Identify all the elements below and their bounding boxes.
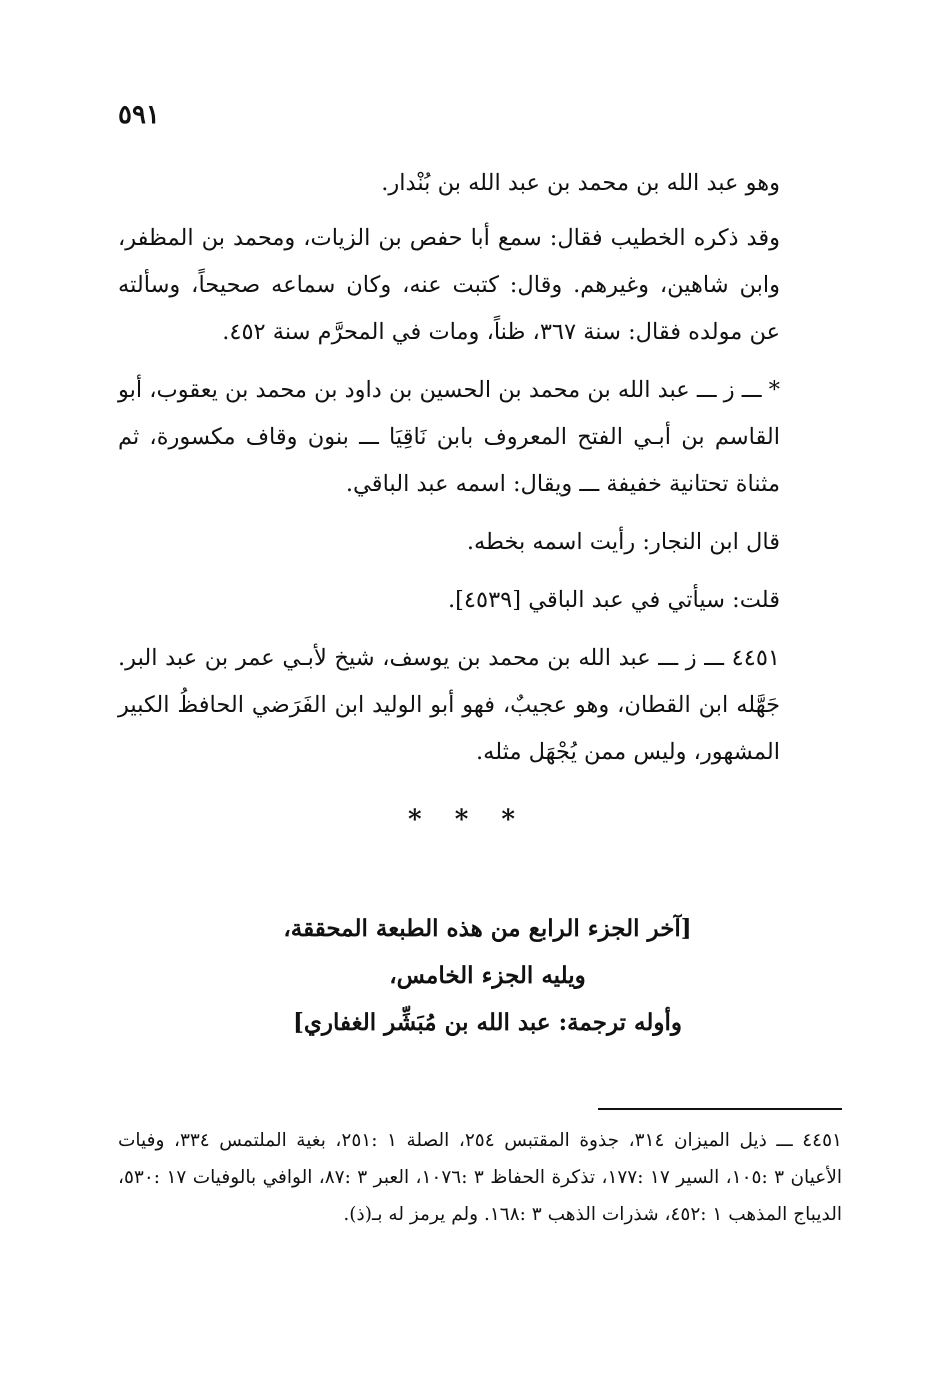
footnote-divider: [598, 1108, 842, 1110]
section-separator: * * *: [408, 805, 527, 835]
page-number: ٥٩١: [118, 100, 160, 130]
paragraph-entry-4451: ٤٤٥١ ـــ ز ـــ عبد الله بن محمد بن يوسف، شيخ لأبـي عمر بن عبد البر. جَهَّله ابن القطان، وهو عجيبٌ، فهو أبو الوليد ابن الفَرَضي الحافظُ الكبير المشهور، وليس ممن يُجْهَل مثله.: [118, 645, 780, 765]
paragraph-name-note: وهو عبد الله بن محمد بن عبد الله بن بُنْدار.: [381, 170, 780, 196]
closing-line-3: وأوله ترجمة: عبد الله بن مُبَشِّر الغفاري]: [292, 1009, 682, 1036]
paragraph-entry-ibn-naqiya: * ـــ ز ـــ عبد الله بن محمد بن الحسين بن داود بن محمد بن يعقوب، أبو القاسم بن أبـي الفتح المعروف بابن نَاقِيَا ـــ بنون وقاف مكسورة، ثم مثناة تحتانية خفيفة ـــ ويقال: اسمه عبد الباقي.: [118, 377, 780, 497]
paragraph-khatib-quote: وقد ذكره الخطيب فقال: سمع أبا حفص بن الزيات، ومحمد بن المظفر، وابن شاهين، وغيرهم. وقال: كتبت عنه، وكان سماعه صحيحاً، وسألته عن مولده فقال: سنة ٣٦٧، ظناً، ومات في المحرَّم سنة ٤٥٢.: [118, 225, 780, 345]
footnote-4451: ٤٤٥١ ـــ ذيل الميزان ٣١٤، جذوة المقتبس ٢٥٤، الصلة ١ :٢٥١، بغية الملتمس ٣٣٤، وفيات الأعيان ٣ :١٠٥، السير ١٧ :١٧٧، تذكرة الحفاظ ٣ :١٠٧٦، العبر ٣ :٨٧، الوافي بالوفيات ١٧ :٥٣٠، الديباج المذهب ١ :٤٥٢، شذرات الذهب ٣ :١٦٨. ولم يرمز له بـ(ذ).: [118, 1130, 843, 1225]
closing-line-2: ويليه الجزء الخامس،: [389, 962, 586, 989]
closing-line-1: [آخر الجزء الرابع من هذه الطبعة المحققة،: [283, 915, 692, 942]
paragraph-ibn-najjar: قال ابن النجار: رأيت اسمه بخطه.: [466, 529, 780, 555]
main-text: [118, 160, 842, 787]
volume-end-note: [0, 905, 935, 1046]
footnotes: [118, 1122, 842, 1233]
paragraph-cross-reference: قلت: سيأتي في عبد الباقي [٤٥٣٩].: [447, 587, 780, 613]
